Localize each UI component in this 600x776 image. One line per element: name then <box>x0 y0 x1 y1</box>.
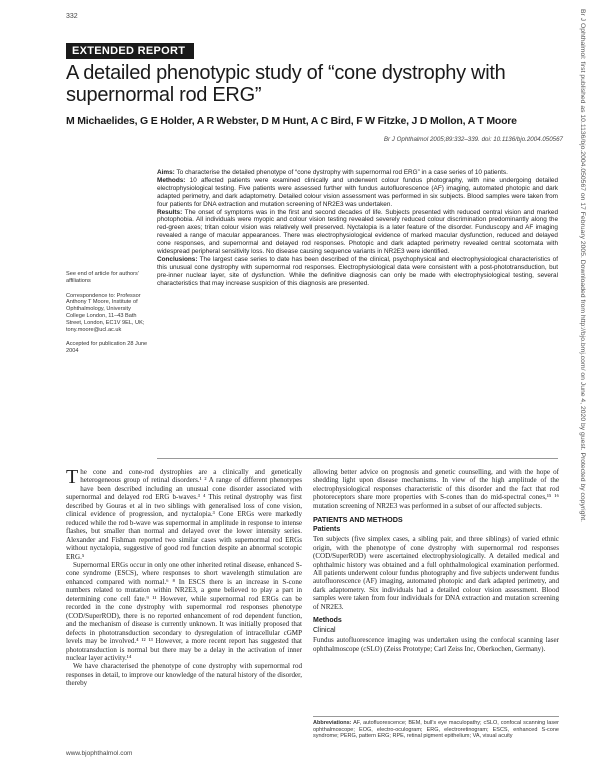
abstract-aims <box>157 169 558 177</box>
intro-paragraph-1 <box>66 468 302 561</box>
page-number: 332 <box>66 13 78 20</box>
correspondence: Correspondence to: Professor Anthony T Moore, Institute of Ophthalmology, University College London, 11–43 Bath Street, London, EC1V 9EL, UK; tony.moore@ucl.ac.uk <box>66 292 145 333</box>
affiliations-note: See end of article for authors’ affiliations <box>66 271 139 284</box>
intro-paragraph-2: Supernormal ERGs occur in only one other inherited retinal disease, enhanced S-cone syndrome (ESCS), where responses to short wavelength stimulation are enhanced compared with normal.⁶ ⁸ In ESCS there is an increase in S-cone numbers related to mutation within NR2E3, a gene believed to play a part in determining cone cell fate.⁹ ¹¹ However, while supernormal rod ERGs can be recorded in the cone dystrophy with supernormal rod responses phenotype (COD/SuperROD), there is no reported enhancement of rod dependent function, and the mechanism of disease is currently unknown. It was initially proposed that defects in phototransduction secondary to dysregulation of intracellular cGMP levels may be involved.⁴ ¹² ¹³ However, a more recent report has suggested that phototransduction is normal but there may be a delay in the activation of inner nuclear layer activity.¹⁴ <box>66 560 302 662</box>
abbreviations-box <box>313 716 559 740</box>
abbreviations-label: Abbreviations: <box>313 720 352 726</box>
abstract <box>157 169 558 288</box>
subheading-methods: Methods <box>313 617 342 625</box>
clinical-paragraph: Fundus autofluorescence imaging was undertaken using the confocal scanning laser ophthalmoscope (cSLO) (Zeiss Prototype; Carl Zeiss Inc, Oberkochen, Germany). <box>313 636 559 653</box>
section-banner: EXTENDED REPORT <box>66 43 194 59</box>
download-side-note: Br J Ophthalmol: first published as 10.1136/bjo.2004.050567 on 17 February 2005. Downloaded from http://bjo.bmj.com/ on June 4, 2020 by guest. Protected by copyright. <box>579 9 586 522</box>
abbreviations-text: AF, autofluorescence; BEM, bull’s eye maculopathy; cSLO, confocal scanning laser ophthalmoscope; EOG, electro-oculogram; ERG, electroretinogram; ESCS, enhanced S-cone syndrome; PERG, pattern ERG; RPE, retinal pigment epithelium; VA, visual acuity <box>313 720 559 740</box>
abstract-divider <box>157 458 558 459</box>
abstract-aims-label: Aims: <box>157 169 175 176</box>
abstract-results-text: The onset of symptoms was in the first and second decades of life. Subjects presented with reduced central vision and marked photophobia. All individuals were myopic and colour vision testing revealed severely reduced colour discrimination predominantly along the red-green axes; tritan colour vision was relatively well preserved. Nyctalopia is a later feature of the disorder. Funduscopy and AF imaging revealed a range of macular appearances. There was electrophysiological evidence of marked macular dysfunction, reduced and delayed cone responses, and supernormal and delayed rod responses. Photopic and dark adapted perimetry revealed central scotomata with widespread peripheral sensitivity loss. No disease causing sequence variants in NR2E3 were identified. <box>157 208 558 256</box>
intro-continuation: allowing better advice on prognosis and genetic counselling, and with the hope of shedding light upon disease mechanisms. In view of the high amplitude of the electrophysiological responses characteristic of this disorder and the fact that rod photoreceptors share more properties with S-cones than do mid-spectral cones,¹⁵ ¹⁶ mutation screening of NR2E3 was performed in a subset of our affected subjects. <box>313 468 559 510</box>
article-title: A detailed phenotypic study of “cone dystrophy with supernormal rod ERG” <box>66 62 506 106</box>
citation-line: Br J Ophthalmol 2005;89:332–339. doi: 10.1136/bjo.2004.050567 <box>383 136 563 143</box>
drop-cap: T <box>66 466 79 488</box>
intro-paragraph-1-text: he cone and cone-rod dystrophies are a clinically and genetically heterogeneous group of retinal disorders.¹ ² A range of different phenotypes have been described including an unusual cone disorder associated with supernormal and delayed rod ERG b-waves.³ ⁴ This retinal dystrophy was first described by Gouras et al in two siblings with generalised loss of cone vision, clinical evidence of progression, and nyctalopia.³ Cone ERGs were markedly reduced while the rod b-wave was supernormal in amplitude in response to intense flashes, but smaller than normal and delayed over the lower intensity series. Alexander and Fishman reported two similar cases with supernormal rod ERGs without nyctalopia, suggestive of good rod function despite an abnormal scotopic ERG.⁵ <box>66 468 302 561</box>
accepted-date: Accepted for publication 28 June 2004 <box>66 341 148 355</box>
body-column-right <box>313 468 559 653</box>
abstract-methods-label: Methods: <box>157 176 186 184</box>
abstract-methods-text: 10 affected patients were examined clinically and underwent colour fundus photography, with nine undergoing detailed electrophysiological testing. Five patients were assessed further with fundus autofluorescence (AF) imaging, automated photopic and dark adapted perimetry, and dark adaptometry. Detailed colour vision assessment was performed in six subjects. Blood samples were taken from four patients for DNA extraction and mutation screening of NR2E3 was undertaken. <box>157 176 558 208</box>
patients-paragraph: Ten subjects (five simplex cases, a sibling pair, and three siblings) of varied ethnic origin, with the phenotype of cone dystrophy with supernormal rod responses (COD/SuperROD) were ascertained electrophysiologically. A detailed medical and ophthalmic history was obtained and a full ophthalmological examination performed. All patients underwent colour fundus photography and five subjects underwent fundus autofluorescence (AF) imaging, automated photopic and dark adapted perimetry, and dark adaptometry. Six individuals had a detailed colour vision assessment. Blood samples were taken from four individuals for DNA extraction and mutation screening of NR2E3. <box>313 535 559 611</box>
subheading-patients: Patients <box>313 525 341 533</box>
journal-url[interactable]: www.bjophthalmol.com <box>66 750 133 757</box>
author-list: M Michaelides, G E Holder, A R Webster, D M Hunt, A C Bird, F W Fitzke, J D Mollon, A T Moore <box>66 115 517 127</box>
abstract-conclusions-text: The largest case series to date has been described of the clinical, psychophysical and electrophysiological characteristics of this unusual cone dystrophy with supernormal rod responses. Electrophysiological data were consistent with a post-phototransduction, but pre-inner nuclear layer, site of dysfunction. While the definitive diagnosis can only be made with electrophysiological testing, several characteristics that may increase suspicion of this diagnosis are presented. <box>157 255 558 287</box>
subheading-clinical: Clinical <box>313 626 336 634</box>
article-sidebar <box>66 271 148 363</box>
abstract-results-label: Results: <box>157 208 183 216</box>
abstract-conclusions-label: Conclusions: <box>157 255 198 263</box>
body-column-left <box>66 468 302 688</box>
abstract-methods <box>157 177 558 209</box>
abstract-conclusions <box>157 256 558 288</box>
abstract-results <box>157 209 558 256</box>
abstract-aims-text: To characterise the detailed phenotype of “cone dystrophy with supernormal rod ERG” in a case series of 10 patients. <box>176 169 508 176</box>
section-heading-patients-methods: PATIENTS AND METHODS <box>313 515 403 525</box>
intro-paragraph-3: We have characterised the phenotype of cone dystrophy with supernormal rod responses in detail, to improve our knowledge of the natural history of the disorder, thereby <box>66 662 302 688</box>
